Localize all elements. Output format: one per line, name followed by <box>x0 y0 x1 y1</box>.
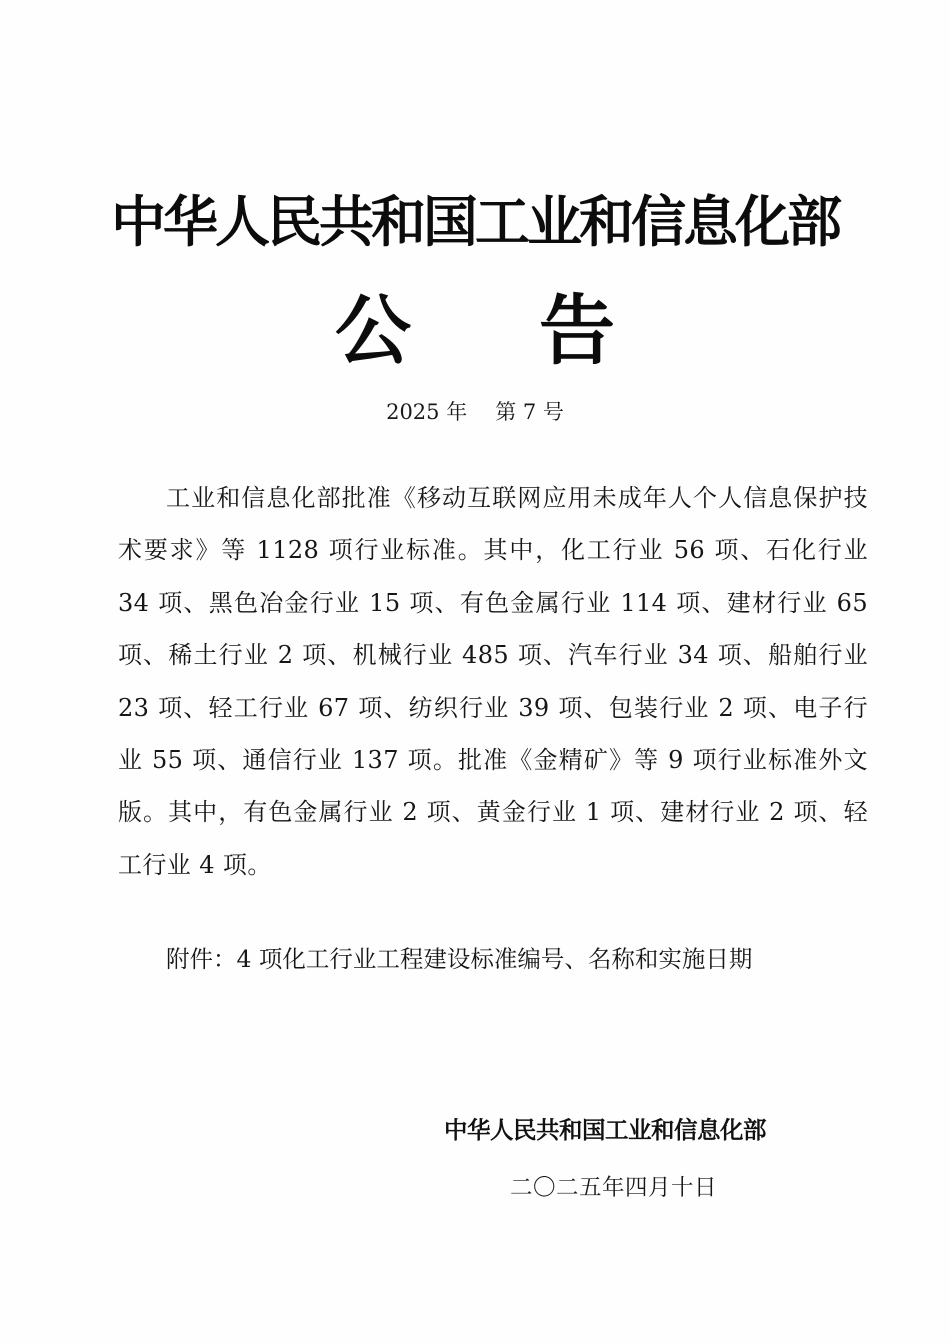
signing-date: 二〇二五年四月十日 <box>510 1175 718 1201</box>
signing-organization: 中华人民共和国工业和信息化部 <box>444 1116 766 1144</box>
document-serial: 第 7 号 <box>495 400 564 424</box>
issuer-title: 中华人民共和国工业和信息化部 <box>110 190 839 254</box>
attachment-line: 附件：4 项化工行业工程建设标准编号、名称和实施日期 <box>166 945 753 973</box>
document-type-char-2: 告 <box>539 286 615 375</box>
document-type-char-1: 公 <box>335 286 411 375</box>
document-number <box>0 396 950 428</box>
document-type-heading <box>0 286 950 376</box>
document-year: 2025 年 <box>386 400 468 424</box>
announcement-body: 工业和信息化部批准《移动互联网应用未成年人个人信息保护技术要求》等 1128 项行业标准。其中，化工行业 56 项、石化行业 34 项、黑色冶金行业 15 项、有色金属行业 114 项、建材行业 65 项、稀土行业 2 项、机械行业 485 项、汽车行业 34 项、船舶行业 23 项、轻工行业 67 项、纺织行业 39 项、包装行业 2 项、电子行业 55 项、通信行业 137 项。批准《金精矿》等 9 项行业标准外文版。其中，有色金属行业 2 项、黄金行业 1 项、建材行业 2 项、轻工行业 4 项。 <box>118 484 868 879</box>
